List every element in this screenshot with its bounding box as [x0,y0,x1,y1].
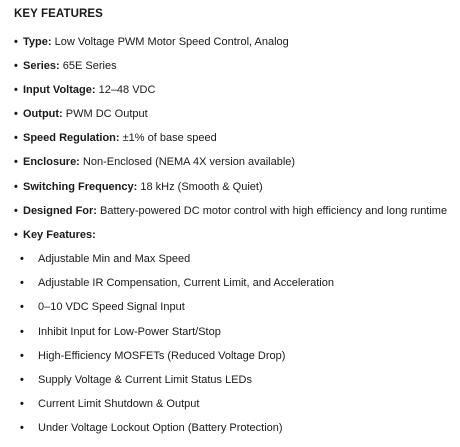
feature-list-item [20,325,221,339]
spec-item-speed-regulation [14,131,217,145]
feature-text: High-Efficiency MOSFETs (Reduced Voltage Drop) [38,350,286,362]
feature-list-item [20,421,283,435]
feature-list-item [20,397,199,411]
spec-value: 18 kHz (Smooth & Quiet) [140,181,263,193]
bullet: • [14,60,18,72]
spec-value: Battery-powered DC motor control with high efficiency and long runtime [100,205,448,217]
spec-value: PWM DC Output [65,108,148,120]
spec-label: Switching Frequency: [23,181,138,193]
feature-list-item [20,252,190,266]
feature-text: 0–10 VDC Speed Signal Input [38,301,185,313]
spec-item-output [14,107,148,121]
feature-list-item [20,349,285,363]
spec-label: Input Voltage: [23,84,96,96]
feature-list-item [20,373,252,387]
spec-value: ±1% of base speed [122,132,217,144]
bullet: • [14,205,18,217]
bullet: • [14,84,18,96]
bullet: • [20,326,24,338]
bullet: • [14,156,18,168]
feature-list-item [20,276,334,290]
feature-text: Supply Voltage & Current Limit Status LEDs [38,374,252,386]
bullet: • [14,229,18,241]
spec-value: Non-Enclosed (NEMA 4X version available) [82,156,296,168]
feature-text: Under Voltage Lockout Option (Battery Protection) [38,422,283,434]
feature-list-item [20,300,185,314]
spec-label: Speed Regulation: [23,132,120,144]
spec-label: Designed For: [23,205,97,217]
bullet: • [14,181,18,193]
bullet: • [20,301,24,313]
bullet: • [20,277,24,289]
spec-value: Low Voltage PWM Motor Speed Control, Analog [54,36,289,48]
spec-item-type [14,35,289,49]
spec-value: 65E Series [62,60,117,72]
spec-label: Series: [23,60,60,72]
bullet: • [20,374,24,386]
spec-label: Key Features: [23,229,96,241]
bullet: • [20,398,24,410]
bullet: • [14,36,18,48]
section-heading: KEY FEATURES [14,8,103,20]
spec-item-switching-frequency [14,180,263,194]
spec-item-key-features [14,228,96,242]
spec-value: 12–48 VDC [98,84,156,96]
feature-text: Adjustable Min and Max Speed [38,253,191,265]
feature-text: Adjustable IR Compensation, Current Limit, and Acceleration [38,277,334,289]
spec-label: Output: [23,108,63,120]
spec-item-input-voltage [14,83,155,97]
feature-text: Current Limit Shutdown & Output [38,398,200,410]
bullet: • [20,422,24,434]
spec-label: Type: [23,36,52,48]
bullet: • [14,108,18,120]
feature-text: Inhibit Input for Low-Power Start/Stop [38,326,221,338]
spec-label: Enclosure: [23,156,80,168]
bullet: • [14,132,18,144]
spec-item-series [14,59,117,73]
spec-item-designed-for [14,204,447,218]
bullet: • [20,350,24,362]
spec-item-enclosure [14,155,295,169]
bullet: • [20,253,24,265]
